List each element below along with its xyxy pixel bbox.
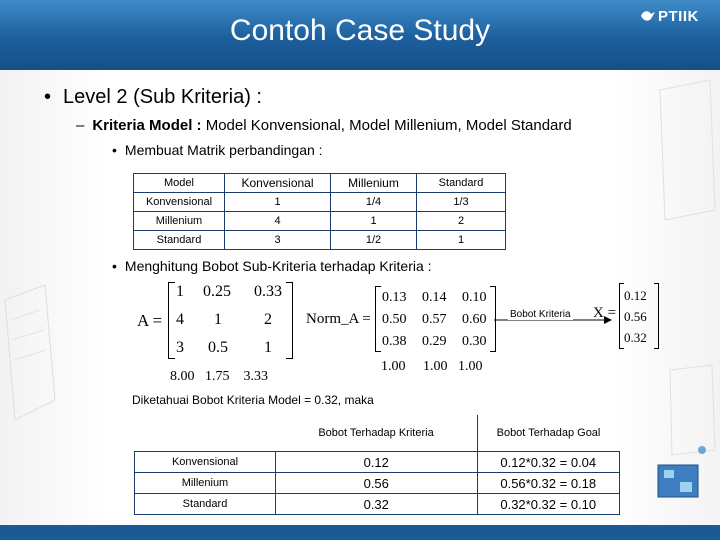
norm-a-label: Norm_A = <box>306 311 371 327</box>
matrix-a-cell: 1 <box>176 283 184 300</box>
matrix-a-right-bracket <box>286 282 293 359</box>
matrix-a-cell: 2 <box>264 311 272 328</box>
table-row <box>134 231 506 250</box>
norm-a-left-bracket <box>375 286 381 352</box>
table-cell: 4 <box>225 212 331 231</box>
matrix-a-cell: 1 <box>264 339 272 356</box>
matrix-a-cell: 3 <box>176 339 184 356</box>
kriteria-text: Model Konvensional, Model Millenium, Model Standard <box>201 117 572 134</box>
comparison-table <box>133 173 506 250</box>
paper-decoration-left <box>0 280 60 460</box>
bobot-kriteria-label: Bobot Kriteria <box>510 309 571 320</box>
col-sum: 1.00 <box>458 359 483 374</box>
step1-bullet <box>112 142 323 158</box>
norm-a-cell: 0.30 <box>462 334 487 349</box>
table-cell: Konvensional <box>134 193 225 212</box>
paper-decoration-right <box>640 70 720 525</box>
table-cell: Millenium <box>134 212 225 231</box>
table-cell: 0.12 <box>276 452 478 473</box>
table-cell: 0.56 <box>276 473 478 494</box>
norm-a-cell: 0.57 <box>422 312 447 327</box>
table-header-cell: Bobot Terhadap Kriteria <box>276 415 478 452</box>
matrix-a-left-bracket <box>168 282 175 359</box>
x-vector-right-bracket <box>654 283 659 349</box>
table-cell: 1/3 <box>417 193 506 212</box>
matrix-a-label: A = <box>137 311 163 330</box>
table-cell: 2 <box>417 212 506 231</box>
step1-text: Membuat Matrik perbandingan : <box>124 142 323 158</box>
col-sum: 1.00 <box>423 359 448 374</box>
table-cell: 1 <box>331 212 417 231</box>
col-sum: 8.00 <box>170 369 195 384</box>
table-header-cell: Millenium <box>331 174 417 193</box>
bullet-dot-icon: • <box>112 142 117 158</box>
known-weight-text: Diketahuai Bobot Kriteria Model = 0.32, maka <box>132 393 374 407</box>
kriteria-bullet <box>76 117 572 134</box>
table-cell: 1/4 <box>331 193 417 212</box>
matrix-a-cell: 4 <box>176 311 184 328</box>
norm-a-cell: 0.10 <box>462 290 487 305</box>
matrix-a-col-sums <box>170 369 268 385</box>
matrix-a-cell: 0.25 <box>203 283 231 300</box>
table-row <box>135 494 620 515</box>
result-table <box>134 415 620 515</box>
col-sum: 1.00 <box>381 359 406 374</box>
logo-text: PTIIK <box>658 8 699 25</box>
norm-a-cell: 0.29 <box>422 334 447 349</box>
norm-a-cell: 0.50 <box>382 312 407 327</box>
table-header-cell: Konvensional <box>225 174 331 193</box>
table-cell: 0.56*0.32 = 0.18 <box>477 473 620 494</box>
dash-icon: – <box>76 117 85 134</box>
table-cell: 3 <box>225 231 331 250</box>
x-vector-label: X = <box>593 305 617 321</box>
table-cell: 1/2 <box>331 231 417 250</box>
table-header-cell <box>135 415 276 452</box>
x-vector-cell: 0.32 <box>624 330 647 345</box>
table-cell: 0.32*0.32 = 0.10 <box>477 494 620 515</box>
norm-a-cell: 0.38 <box>382 334 407 349</box>
x-vector-cell: 0.56 <box>624 309 647 324</box>
table-cell: Konvensional <box>135 452 276 473</box>
bullet-dot-icon: • <box>44 86 52 108</box>
level-bullet <box>44 86 262 109</box>
matrix-a-cell: 1 <box>214 311 222 328</box>
x-vector <box>624 285 647 348</box>
table-row <box>135 473 620 494</box>
table-cell: 0.32 <box>276 494 478 515</box>
ptiik-logo <box>640 8 699 25</box>
level-bullet-text: Level 2 (Sub Kriteria) : <box>63 86 262 108</box>
bullet-dot-icon: • <box>112 258 117 274</box>
norm-a-col-sums <box>381 359 483 375</box>
table-cell: 1 <box>417 231 506 250</box>
table-cell: Millenium <box>135 473 276 494</box>
table-header-cell: Model <box>134 174 225 193</box>
table-row <box>134 193 506 212</box>
table-cell: 1 <box>225 193 331 212</box>
table-cell: Standard <box>135 494 276 515</box>
title-bar <box>0 0 720 70</box>
norm-a-cell: 0.60 <box>462 312 487 327</box>
step2-bullet <box>112 258 432 274</box>
table-row <box>134 212 506 231</box>
logo-mark-icon <box>640 9 656 23</box>
matrix-a-cell: 0.33 <box>254 283 282 300</box>
col-sum: 1.75 <box>205 369 230 384</box>
col-sum: 3.33 <box>243 369 268 384</box>
table-header-cell: Standard <box>417 174 506 193</box>
slide-title: Contoh Case Study <box>229 14 491 47</box>
matrix-a-cell: 0.5 <box>208 339 228 356</box>
table-header-row <box>135 415 620 452</box>
footer-bar <box>0 525 720 540</box>
table-header-row <box>134 174 506 193</box>
step2-text: Menghitung Bobot Sub-Kriteria terhadap Kriteria : <box>124 258 432 274</box>
norm-a-cell: 0.14 <box>422 290 447 305</box>
table-cell: Standard <box>134 231 225 250</box>
table-header-cell: Bobot Terhadap Goal <box>477 415 620 452</box>
x-vector-cell: 0.12 <box>624 288 647 303</box>
table-cell: 0.12*0.32 = 0.04 <box>477 452 620 473</box>
norm-a-cell: 0.13 <box>382 290 407 305</box>
kriteria-label: Kriteria Model : <box>92 117 202 134</box>
table-row <box>135 452 620 473</box>
